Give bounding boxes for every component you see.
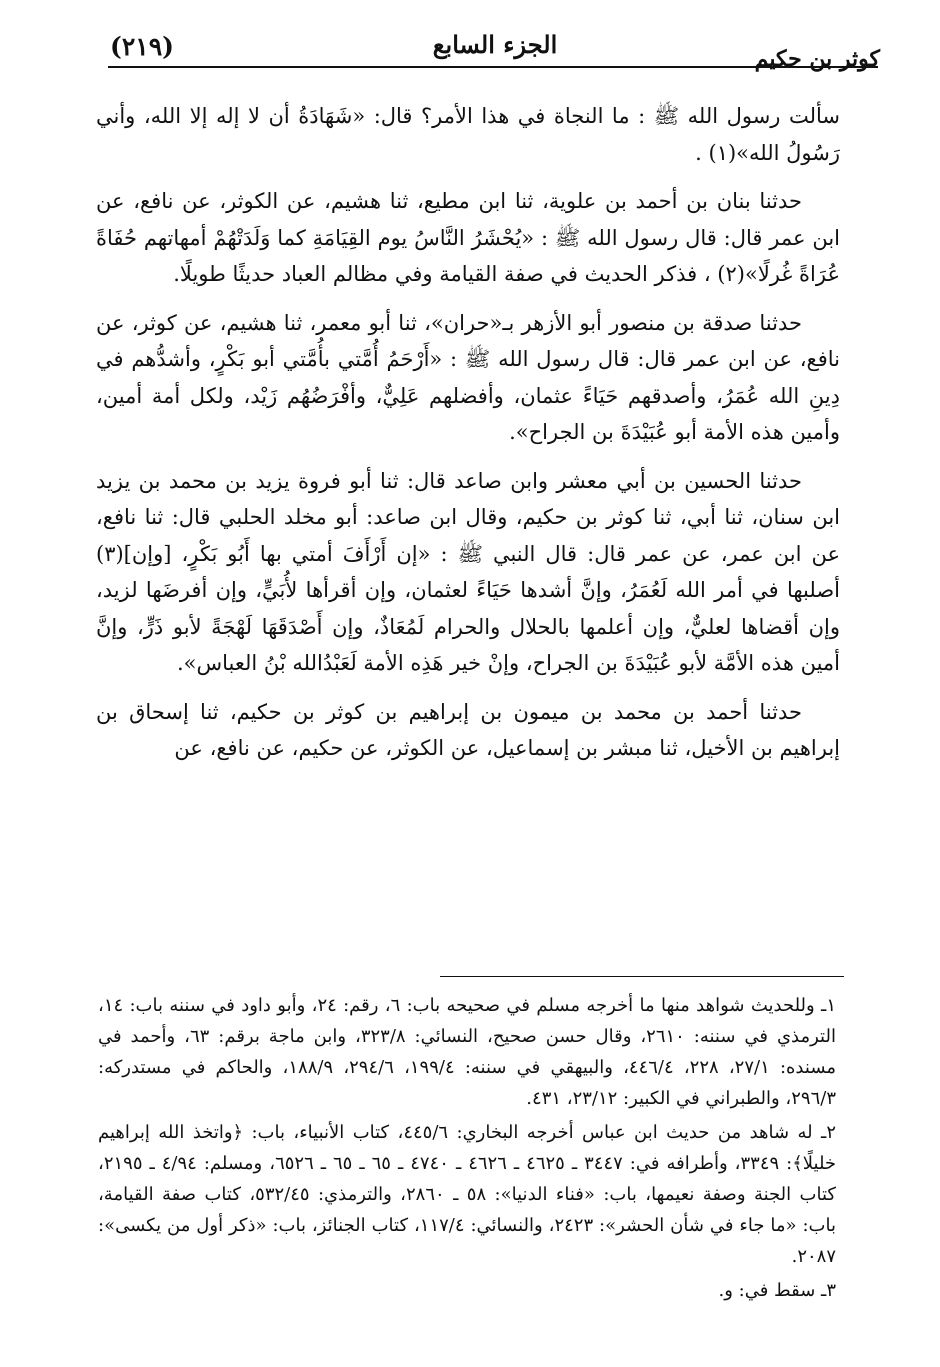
footnote-divider: [440, 976, 844, 977]
entry-heading: كوثر بن حكيم: [754, 46, 880, 72]
paragraph: حدثنا صدقة بن منصور أبو الأزهر بـ«حران»، ثنا أبو معمر، ثنا هشيم، عن كوثر، عن نافع، عن ابن عمر قال: قال رسول الله ﷺ : «أَرْحَمُ أُمَّتي بأُمَّتي أبو بَكْرٍ، وأشدُّهم في دِينِ الله عُمَرُ، وأصدقهم حَيَاءً عثمان، وأفضلهم عَلِيٌّ، وأفْرَضُهُم زَيْد، ولكل أمة أمين، وأمين هذه الأمة أبو عُبَيْدَةَ بن الجراح».: [96, 310, 840, 444]
footnote: ١ـ وللحديث شواهد منها ما أخرجه مسلم في صحيحه باب: ٦، رقم: ٢٤، وأبو داود في سننه باب: ١٤، الترمذي في سننه: ٢٦١٠، وقال حسن صحيح، النسائي: ٣٢٣/٨، وابن ماجة برقم: ٦٣، وأحمد في مسنده: ٢٧/١، ٢٢٨، ٤٤٦/٤، والبيهقي في سننه: ١٩٩/٤، ٢٩٤/٦، ١٨٨/٩، والحاكم في مستدركه: ٢٩٦/٣، والطبراني في الكبير: ٢٣/١٢، ٤٣١.: [98, 995, 837, 1109]
paragraph: حدثنا الحسين بن أبي معشر وابن صاعد قال: ثنا أبو فروة يزيد بن محمد بن يزيد ابن سنان، ثنا أبي، ثنا كوثر بن حكيم، وقال ابن صاعد: أبو مخلد الحلبي قال: ثنا نافع، عن ابن عمر، عن عمر قال: قال النبي ﷺ : «إن أَرْأَفَ أمتي بها أَبُو بَكْرٍ، [وإن](٣) أصلبها في أمر الله لَعُمَرُ، وإنَّ أشدها حَيَاءً لعثمان، وإن أقرأها لأُبَيٍّ، وإن أفرضَها لزيد، وإن أقضاها لعليٌّ، وإن أعلمها بالحلال والحرام لَمُعَاذٌ، وإن أَصْدَقَهَا لَهْجَةً لأبو ذَرٍّ، وإنَّ أمين هذه الأمَّة لأبو عُبَيْدَةَ بن الجراح، وإنْ خير هَذِه الأمة لَعَبْدُالله بْنُ العباس».: [96, 468, 841, 675]
page-header: [110, 28, 880, 72]
paragraph: حدثنا بنان بن أحمد بن علوية، ثنا ابن مطيع، ثنا هشيم، عن الكوثر، عن نافع، عن ابن عمر قال: قال رسول الله ﷺ : «يُحْشَرُ النَّاسُ يوم القِيَامَةِ كما وَلَدَتْهُمْ أمهاتهم حُفَاةً عُرَاةً غُرلًا»(٢) ، فذكر الحديث في صفة القيامة وفي مظالم العباد حديثًا طويلًا.: [96, 189, 840, 286]
volume-title: الجزء السابع: [432, 30, 558, 59]
footnote: ٢ـ له شاهد من حديث ابن عباس أخرجه البخاري: ٤٤٥/٦، كتاب الأنبياء، باب: ﴿واتخذ الله إبراهيم خليلًا﴾: ٣٣٤٩، وأطرافه في: ٣٤٤٧ ـ ٤٦٢٥ ـ ٤٦٢٦ ـ ٤٧٤٠ ـ ٦٥ ـ ٦٥ ـ ٦٥٢٦، ومسلم: ٤/٩٤ ـ ٢١٩٥، كتاب الجنة وصفة نعيمها، باب: «فناء الدنيا»: ٥٨ ـ ٢٨٦٠، والترمذي: ٥٣٢/٤٥، كتاب صفة القيامة، باب: «ما جاء في شأن الحشر»: ٢٤٢٣، والنسائي: ١١٧/٤، كتاب الجنائز، باب: «ذكر أول من يكسى»: ٢٠٨٧.: [98, 1122, 837, 1267]
footnotes: [98, 990, 836, 1309]
paragraph: حدثنا أحمد بن محمد بن ميمون بن إبراهيم بن كوثر بن حكيم، ثنا إسحاق بن إبراهيم بن الأخيل، ثنا مبشر بن إسماعيل، عن الكوثر، عن حكيم، عن نافع، عن: [96, 699, 840, 760]
page-number: (٢١٩): [110, 32, 174, 61]
main-text: [96, 98, 840, 779]
header-divider: [108, 66, 878, 68]
paragraph: سألت رسول الله ﷺ : ما النجاة في هذا الأمر؟ قال: «شَهَادَةُ أن لا إله إلا الله، وأني رَسُولُ الله»(١) .: [96, 104, 840, 165]
footnote: ٣ـ سقط في: و.: [718, 1280, 836, 1301]
